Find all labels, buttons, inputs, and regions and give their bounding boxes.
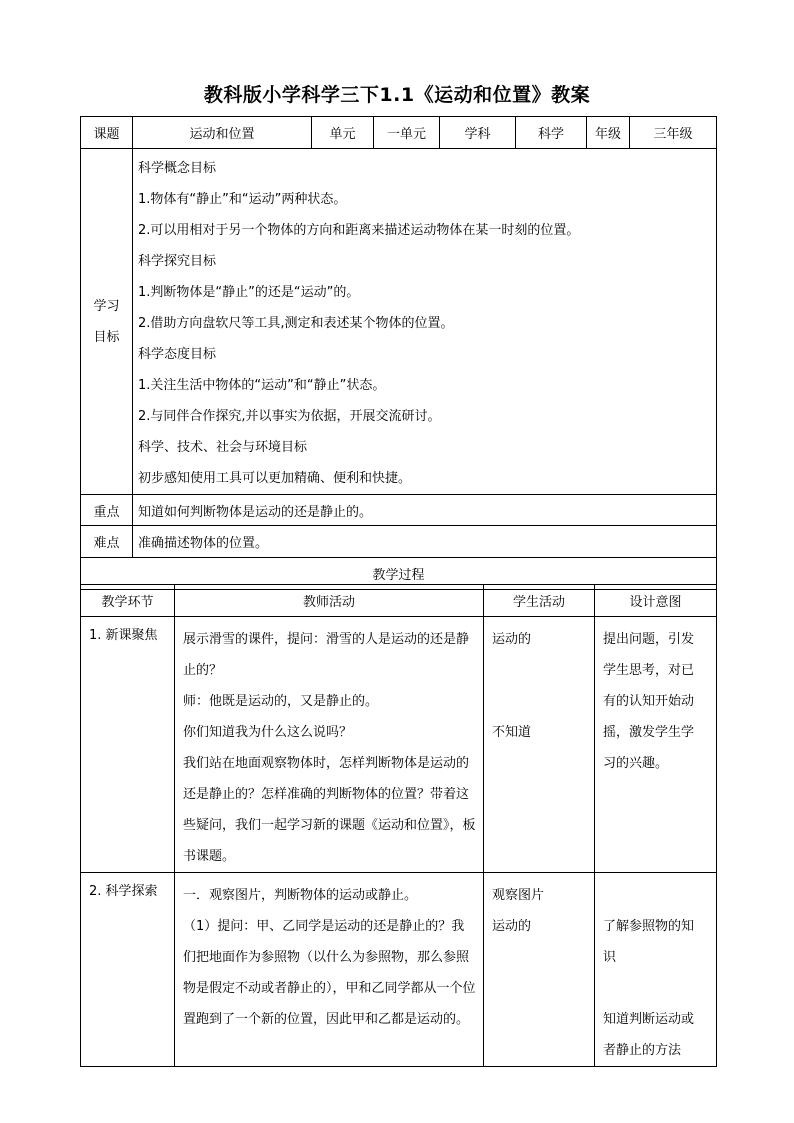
intent-line — [603, 973, 710, 1004]
lesson-plan-table — [80, 116, 717, 590]
topic-label: 课题 — [81, 117, 133, 149]
goal-line: 科学概念目标 — [138, 161, 217, 176]
student-line — [492, 686, 588, 717]
goal-line: 科学态度目标 — [138, 347, 217, 362]
student-line: 不知道 — [492, 725, 532, 740]
intent-line: 摇，激发学生学 — [603, 725, 695, 740]
goals-label — [81, 149, 133, 495]
teacher-activity-cell — [175, 617, 484, 873]
student-line: 运动的 — [492, 632, 532, 647]
student-activity-cell — [484, 873, 595, 1067]
goal-line: 初步感知使用工具可以更加精确、便利和快捷。 — [138, 471, 412, 486]
process-header-row — [81, 585, 717, 617]
student-line: 运动的 — [492, 919, 532, 934]
header-row — [81, 117, 717, 149]
stage-cell: 1. 新课聚焦 — [81, 617, 175, 873]
process-title: 教学过程 — [81, 558, 717, 590]
goals-label-line-1: 学习 — [93, 298, 120, 314]
process-row-2 — [81, 873, 717, 1067]
goal-line: 1.物体有“静止”和“运动”两种状态。 — [138, 192, 347, 207]
goal-line: 1.关注生活中物体的“运动”和“静止”状态。 — [138, 378, 386, 393]
design-intent-cell — [595, 873, 717, 1067]
intent-line — [603, 880, 710, 911]
goal-line: 2.借助方向盘软尺等工具,测定和表述某个物体的位置。 — [138, 316, 454, 331]
page-title: 教科版小学科学三下1.1《运动和位置》教案 — [203, 84, 591, 106]
grade-label: 年级 — [587, 117, 630, 149]
teacher-text: 一．观察图片，判断物体的运动或静止。 （1）提问：甲、乙同学是运动的还是静止的？我们把地面作为参照物（以什么为参照物，那么参照物是假定不动或者静止的），甲和乙同学都从一个位置跑到了一个新的位置，因此甲和乙都是运动的。 — [183, 888, 476, 1027]
process-table — [80, 584, 717, 1067]
stage-cell: 2. 科学探索 — [81, 873, 175, 1067]
difficulty-label: 难点 — [81, 526, 133, 558]
intent-line: 识 — [603, 950, 617, 965]
teacher-text: 展示滑雪的课件，提问：滑雪的人是运动的还是静止的？ 师：他既是运动的，又是静止的。 你们知道我为什么这么说吗？ 我们站在地面观察物体时，怎样判断物体是运动的还是静止的？怎样准确的判断物体的位置？带着这些疑问，我们一起学习新的课题《运动和位置》，板书课题。 — [183, 632, 476, 864]
student-line: 观察图片 — [492, 888, 545, 903]
key-point-text: 知道如何判断物体是运动的还是静止的。 — [133, 495, 717, 526]
difficulty-text: 准确描述物体的位置。 — [133, 526, 717, 558]
intent-line: 了解参照物的知 — [603, 919, 695, 934]
process-row-1 — [81, 617, 717, 873]
teacher-activity-cell — [175, 873, 484, 1067]
difficulty-row — [81, 526, 717, 558]
design-intent-cell — [595, 617, 717, 873]
goals-content — [133, 149, 717, 495]
intent-line: 提出问题，引发 — [603, 632, 695, 647]
subject-label: 学科 — [440, 117, 516, 149]
unit-label: 单元 — [312, 117, 374, 149]
intent-line: 者静止的方法 — [603, 1043, 682, 1058]
goal-line: 1.判断物体是“静止”的还是“运动”的。 — [138, 285, 360, 300]
intent-line: 有的认知开始动 — [603, 694, 695, 709]
process-header-intent: 设计意图 — [595, 585, 717, 617]
student-line — [492, 655, 588, 686]
intent-line: 习的兴趣。 — [603, 756, 669, 771]
goal-line: 2.与同伴合作探究,并以事实为依据，开展交流研讨。 — [138, 409, 441, 424]
topic-value: 运动和位置 — [133, 117, 312, 149]
intent-line: 知道判断运动或 — [603, 1012, 695, 1027]
key-point-label: 重点 — [81, 495, 133, 526]
goals-label-line-2: 目标 — [93, 329, 120, 345]
student-activity-cell — [484, 617, 595, 873]
process-header-stage: 教学环节 — [81, 585, 175, 617]
intent-line: 学生思考，对已 — [603, 663, 695, 678]
subject-value: 科学 — [516, 117, 587, 149]
process-header-student: 学生活动 — [484, 585, 595, 617]
process-header-teacher: 教师活动 — [175, 585, 484, 617]
grade-value: 三年级 — [630, 117, 717, 149]
goal-line: 2.可以用相对于另一个物体的方向和距离来描述运动物体在某一时刻的位置。 — [138, 223, 580, 238]
goal-line: 科学探究目标 — [138, 254, 217, 269]
goals-row — [81, 149, 717, 495]
goal-line: 科学、技术、社会与环境目标 — [138, 440, 308, 455]
unit-value: 一单元 — [374, 117, 440, 149]
key-point-row — [81, 495, 717, 526]
